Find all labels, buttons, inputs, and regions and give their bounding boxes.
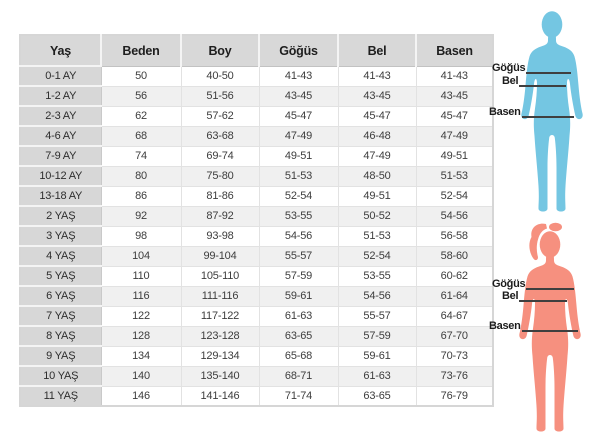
size-table-head-row bbox=[20, 35, 493, 66]
girl-hip-line bbox=[522, 330, 578, 333]
size-value-cell: 49-51 bbox=[338, 186, 416, 206]
size-value-cell: 134 bbox=[101, 346, 181, 366]
size-chart-table bbox=[19, 34, 494, 407]
size-value-cell: 65-68 bbox=[259, 346, 338, 366]
size-value-cell: 51-53 bbox=[416, 166, 493, 186]
size-value-cell: 47-49 bbox=[259, 126, 338, 146]
row-age-label: 11 YAŞ bbox=[20, 386, 101, 406]
size-value-cell: 50-52 bbox=[338, 206, 416, 226]
boy-waist-line bbox=[519, 85, 566, 88]
size-value-cell: 92 bbox=[101, 206, 181, 226]
row-age-label: 0-1 AY bbox=[20, 66, 101, 86]
size-value-cell: 49-51 bbox=[259, 146, 338, 166]
table-row bbox=[20, 286, 493, 306]
size-value-cell: 67-70 bbox=[416, 326, 493, 346]
size-value-cell: 43-45 bbox=[338, 86, 416, 106]
row-age-label: 2-3 AY bbox=[20, 106, 101, 126]
size-value-cell: 45-47 bbox=[338, 106, 416, 126]
size-value-cell: 71-74 bbox=[259, 386, 338, 406]
size-value-cell: 61-63 bbox=[338, 366, 416, 386]
size-value-cell: 55-57 bbox=[338, 306, 416, 326]
row-age-label: 6 YAŞ bbox=[20, 286, 101, 306]
size-value-cell: 52-54 bbox=[338, 246, 416, 266]
size-value-cell: 141-146 bbox=[181, 386, 259, 406]
size-value-cell: 68 bbox=[101, 126, 181, 146]
size-value-cell: 86 bbox=[101, 186, 181, 206]
size-value-cell: 123-128 bbox=[181, 326, 259, 346]
size-value-cell: 56 bbox=[101, 86, 181, 106]
size-value-cell: 63-65 bbox=[259, 326, 338, 346]
girl-hip-label: Basen bbox=[489, 320, 521, 332]
size-value-cell: 69-74 bbox=[181, 146, 259, 166]
table-row bbox=[20, 346, 493, 366]
girl-chest-label: Göğüs bbox=[492, 278, 526, 290]
size-value-cell: 116 bbox=[101, 286, 181, 306]
size-value-cell: 55-57 bbox=[259, 246, 338, 266]
size-value-cell: 111-116 bbox=[181, 286, 259, 306]
size-value-cell: 76-79 bbox=[416, 386, 493, 406]
size-table-body bbox=[20, 66, 493, 406]
size-value-cell: 80 bbox=[101, 166, 181, 186]
boy-waist-measure bbox=[502, 73, 566, 88]
size-value-cell: 51-53 bbox=[259, 166, 338, 186]
girl-waist-line bbox=[519, 300, 567, 303]
column-header: Boy bbox=[181, 35, 259, 66]
size-value-cell: 128 bbox=[101, 326, 181, 346]
girl-hip-measure bbox=[489, 318, 578, 333]
size-value-cell: 43-45 bbox=[416, 86, 493, 106]
size-value-cell: 53-55 bbox=[338, 266, 416, 286]
size-value-cell: 60-62 bbox=[416, 266, 493, 286]
size-value-cell: 45-47 bbox=[416, 106, 493, 126]
size-value-cell: 53-55 bbox=[259, 206, 338, 226]
size-value-cell: 48-50 bbox=[338, 166, 416, 186]
size-value-cell: 99-104 bbox=[181, 246, 259, 266]
size-value-cell: 104 bbox=[101, 246, 181, 266]
size-value-cell: 110 bbox=[101, 266, 181, 286]
size-value-cell: 41-43 bbox=[416, 66, 493, 86]
size-value-cell: 129-134 bbox=[181, 346, 259, 366]
table-row bbox=[20, 126, 493, 146]
row-age-label: 7-9 AY bbox=[20, 146, 101, 166]
row-age-label: 8 YAŞ bbox=[20, 326, 101, 346]
size-value-cell: 52-54 bbox=[416, 186, 493, 206]
size-value-cell: 59-61 bbox=[259, 286, 338, 306]
size-value-cell: 47-49 bbox=[338, 146, 416, 166]
size-value-cell: 41-43 bbox=[338, 66, 416, 86]
size-value-cell: 62 bbox=[101, 106, 181, 126]
size-value-cell: 54-56 bbox=[338, 286, 416, 306]
size-value-cell: 70-73 bbox=[416, 346, 493, 366]
row-age-label: 13-18 AY bbox=[20, 186, 101, 206]
column-header: Basen bbox=[416, 35, 493, 66]
column-header: Bel bbox=[338, 35, 416, 66]
boy-waist-label: Bel bbox=[502, 75, 519, 87]
table-row bbox=[20, 266, 493, 286]
table-row bbox=[20, 86, 493, 106]
table-row bbox=[20, 66, 493, 86]
boy-chest-label: Göğüs bbox=[492, 62, 526, 74]
table-row bbox=[20, 146, 493, 166]
size-value-cell: 46-48 bbox=[338, 126, 416, 146]
size-value-cell: 40-50 bbox=[181, 66, 259, 86]
row-age-label: 4 YAŞ bbox=[20, 246, 101, 266]
size-value-cell: 59-61 bbox=[338, 346, 416, 366]
table-row bbox=[20, 326, 493, 346]
size-value-cell: 63-65 bbox=[338, 386, 416, 406]
size-value-cell: 52-54 bbox=[259, 186, 338, 206]
table-row bbox=[20, 366, 493, 386]
boy-hip-label: Basen bbox=[489, 106, 521, 118]
size-value-cell: 98 bbox=[101, 226, 181, 246]
row-age-label: 10 YAŞ bbox=[20, 366, 101, 386]
girl-waist-label: Bel bbox=[502, 290, 519, 302]
table-row bbox=[20, 206, 493, 226]
size-value-cell: 146 bbox=[101, 386, 181, 406]
row-age-label: 4-6 AY bbox=[20, 126, 101, 146]
row-age-label: 2 YAŞ bbox=[20, 206, 101, 226]
size-value-cell: 81-86 bbox=[181, 186, 259, 206]
column-header: Yaş bbox=[20, 35, 101, 66]
size-value-cell: 122 bbox=[101, 306, 181, 326]
size-value-cell: 51-56 bbox=[181, 86, 259, 106]
table-row bbox=[20, 306, 493, 326]
size-value-cell: 73-76 bbox=[416, 366, 493, 386]
row-age-label: 3 YAŞ bbox=[20, 226, 101, 246]
size-value-cell: 43-45 bbox=[259, 86, 338, 106]
table-row bbox=[20, 246, 493, 266]
size-value-cell: 41-43 bbox=[259, 66, 338, 86]
size-value-cell: 49-51 bbox=[416, 146, 493, 166]
boy-hip-line bbox=[522, 116, 574, 119]
table-row bbox=[20, 226, 493, 246]
row-age-label: 7 YAŞ bbox=[20, 306, 101, 326]
table-row bbox=[20, 106, 493, 126]
size-value-cell: 87-92 bbox=[181, 206, 259, 226]
size-value-cell: 64-67 bbox=[416, 306, 493, 326]
table-row bbox=[20, 386, 493, 406]
size-value-cell: 58-60 bbox=[416, 246, 493, 266]
boy-hip-measure bbox=[489, 104, 574, 119]
row-age-label: 10-12 AY bbox=[20, 166, 101, 186]
size-value-cell: 54-56 bbox=[259, 226, 338, 246]
size-value-cell: 57-59 bbox=[259, 266, 338, 286]
size-value-cell: 50 bbox=[101, 66, 181, 86]
row-age-label: 1-2 AY bbox=[20, 86, 101, 106]
size-value-cell: 57-62 bbox=[181, 106, 259, 126]
size-value-cell: 57-59 bbox=[338, 326, 416, 346]
size-value-cell: 93-98 bbox=[181, 226, 259, 246]
table-row bbox=[20, 166, 493, 186]
row-age-label: 5 YAŞ bbox=[20, 266, 101, 286]
row-age-label: 9 YAŞ bbox=[20, 346, 101, 366]
size-value-cell: 61-64 bbox=[416, 286, 493, 306]
size-value-cell: 61-63 bbox=[259, 306, 338, 326]
size-value-cell: 75-80 bbox=[181, 166, 259, 186]
size-value-cell: 51-53 bbox=[338, 226, 416, 246]
column-header: Beden bbox=[101, 35, 181, 66]
size-value-cell: 63-68 bbox=[181, 126, 259, 146]
size-value-cell: 140 bbox=[101, 366, 181, 386]
size-value-cell: 56-58 bbox=[416, 226, 493, 246]
girl-waist-measure bbox=[502, 288, 567, 303]
size-value-cell: 68-71 bbox=[259, 366, 338, 386]
table-row bbox=[20, 186, 493, 206]
size-value-cell: 54-56 bbox=[416, 206, 493, 226]
size-value-cell: 45-47 bbox=[259, 106, 338, 126]
size-value-cell: 74 bbox=[101, 146, 181, 166]
size-value-cell: 135-140 bbox=[181, 366, 259, 386]
size-value-cell: 117-122 bbox=[181, 306, 259, 326]
column-header: Göğüs bbox=[259, 35, 338, 66]
size-table-head bbox=[20, 35, 493, 66]
size-value-cell: 47-49 bbox=[416, 126, 493, 146]
size-value-cell: 105-110 bbox=[181, 266, 259, 286]
